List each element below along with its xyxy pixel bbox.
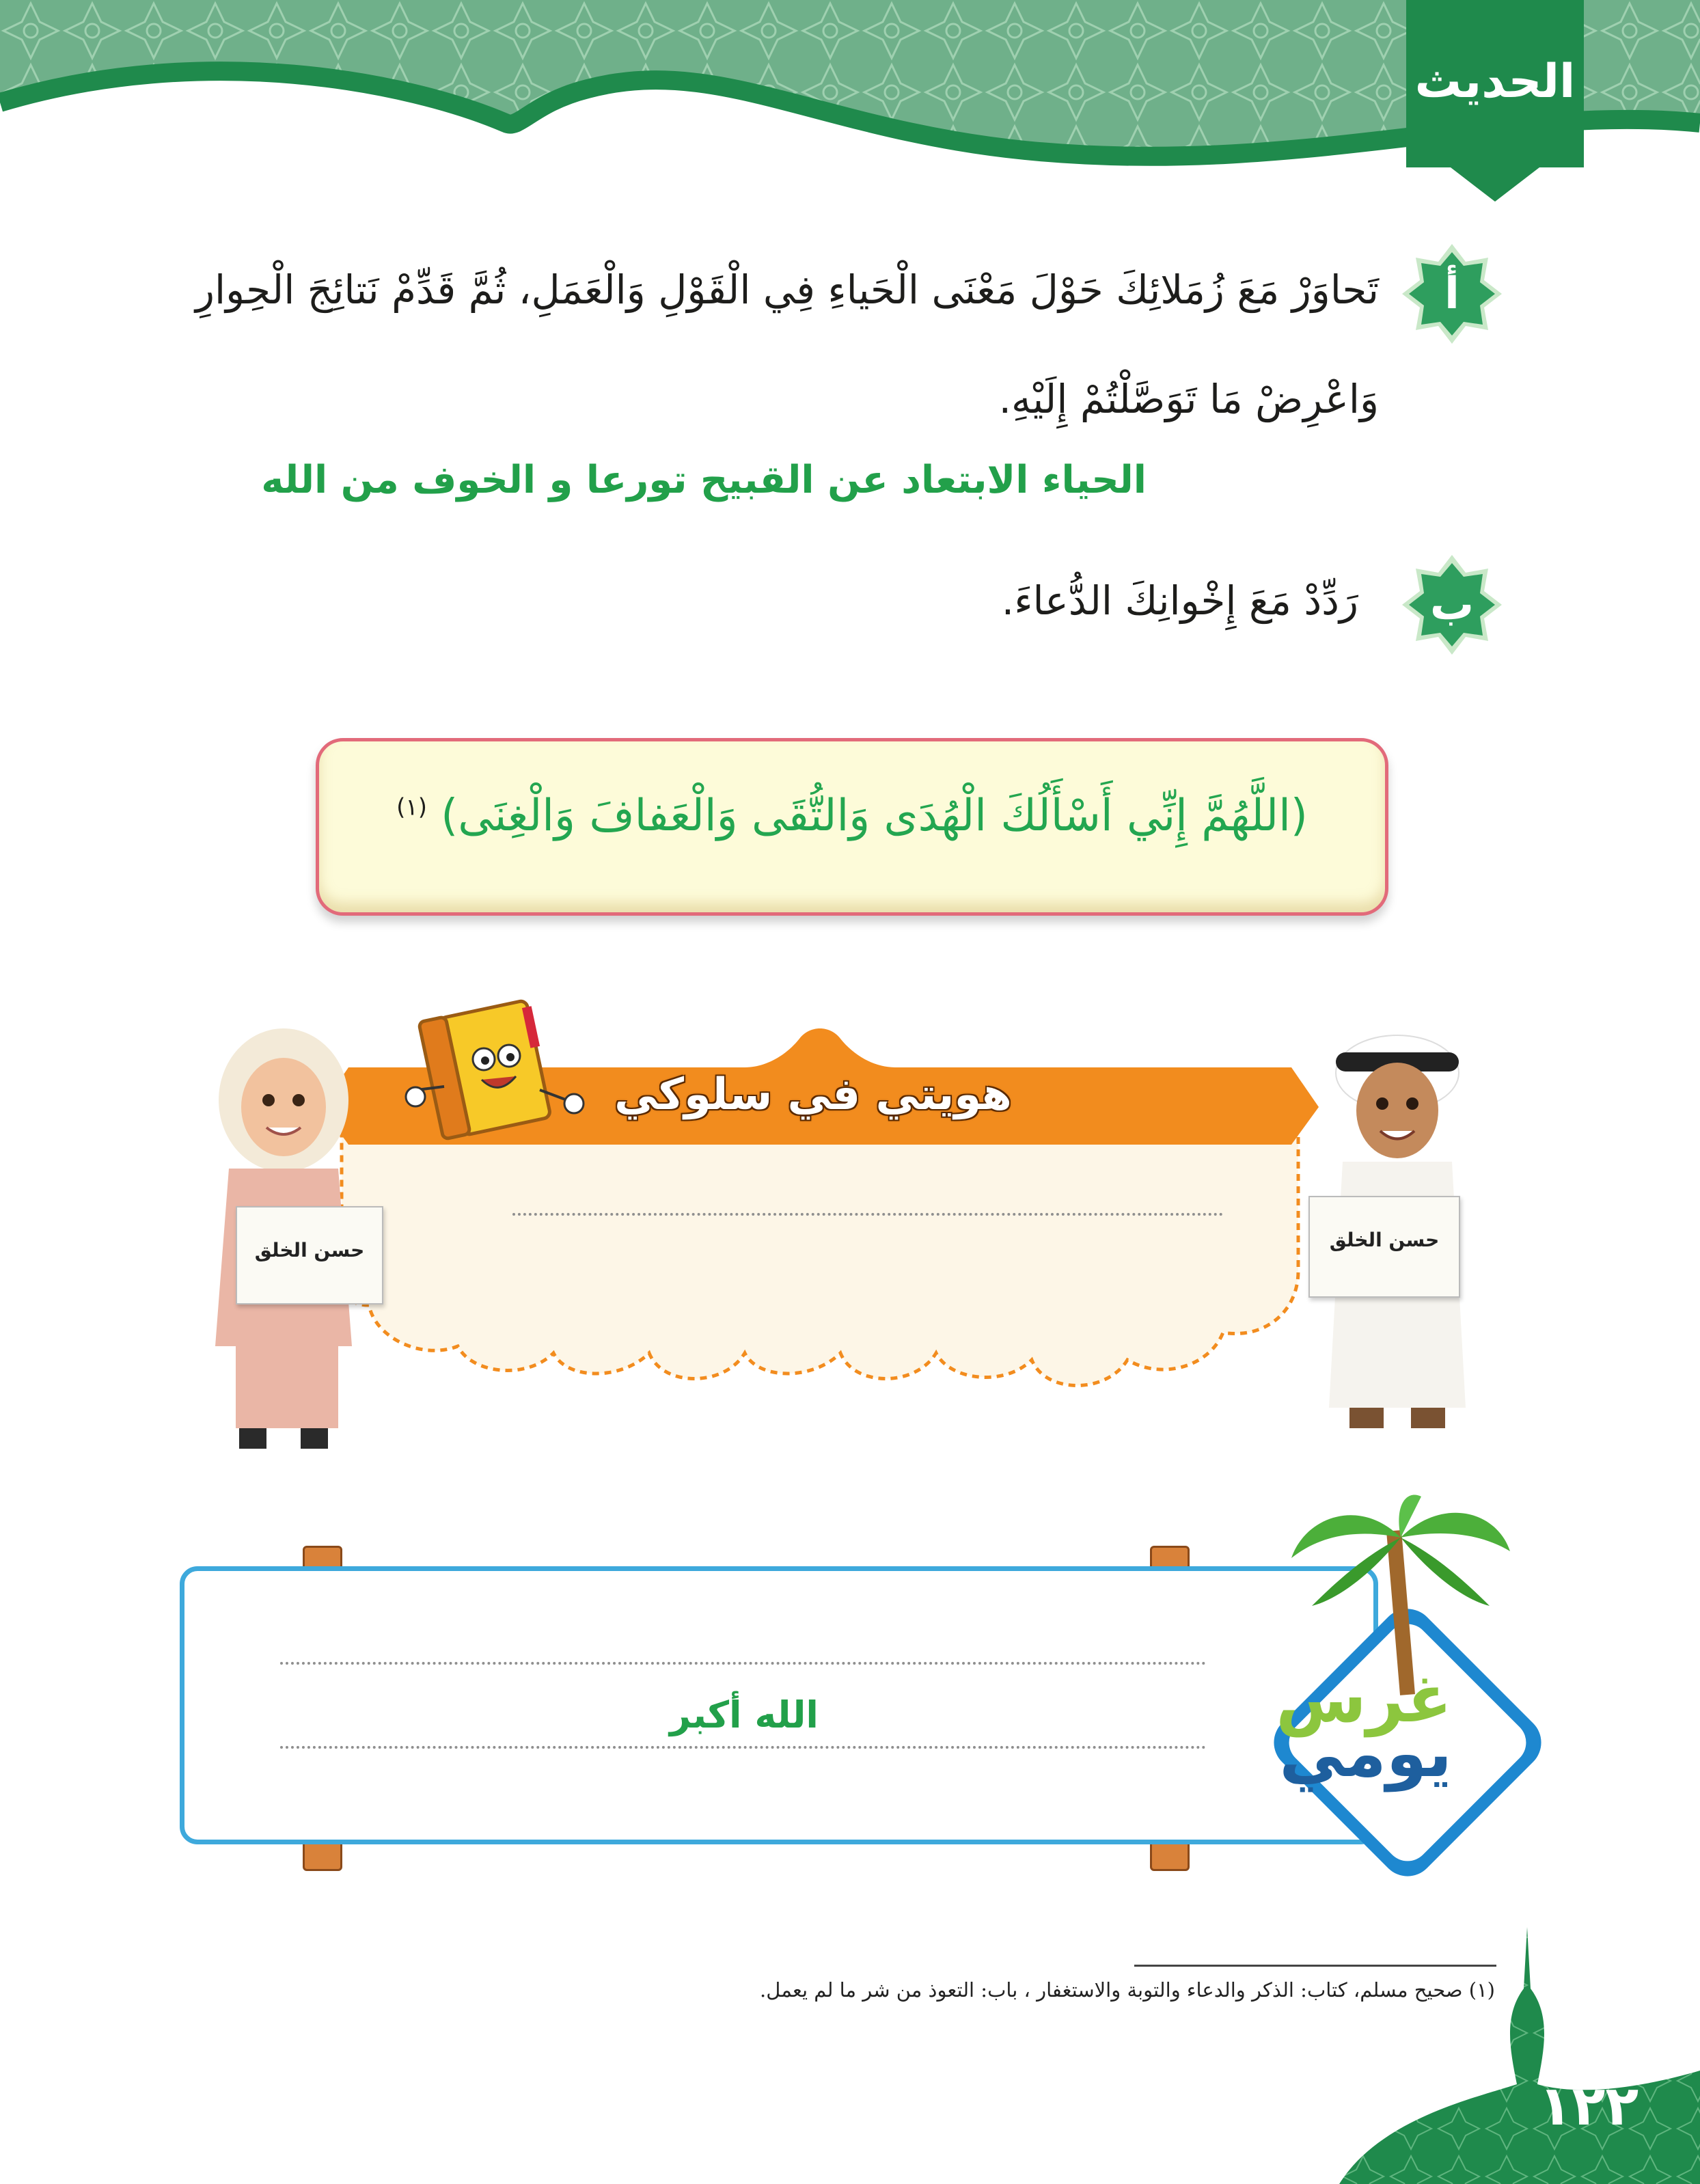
question-a-label: أ — [1444, 269, 1459, 319]
question-a-line2: وَاعْرِضْ مَا تَوَصَّلْتُمْ إِلَيْهِ. — [998, 376, 1379, 422]
girl-sign-text: حسن الخلق — [254, 1239, 365, 1261]
page-number: ١٢٢ — [1538, 2074, 1639, 2138]
footnote: (١) صحيح مسلم، كتاب: الذكر والدعاء والتوبة والاستغفار ، باب: التعوذ من شر ما لم يعمل. — [760, 1978, 1495, 2002]
daily-answer: الله أكبر — [670, 1693, 819, 1736]
daily-answer-line-1[interactable] — [280, 1662, 1206, 1665]
girl-sign — [236, 1206, 383, 1305]
daily-answer-line-2[interactable] — [280, 1746, 1206, 1749]
question-b-label: ب — [1429, 579, 1475, 630]
identity-answer-line[interactable] — [512, 1213, 1223, 1216]
question-a-badge — [1401, 243, 1503, 345]
section-tab — [1406, 0, 1584, 185]
dua-main: (اللَّهُمَّ إِنِّي أَسْأَلُكَ الْهُدَى وَالتُّقَى وَالْعَفافَ وَالْغِنَى) — [441, 791, 1308, 841]
question-b-text: رَدِّدْ مَعَ إِخْوانِكَ الدُّعاءَ. — [1001, 577, 1358, 624]
dua-footnote-ref: (١) — [396, 793, 427, 821]
section-title: الحديث — [1414, 55, 1576, 109]
boy-sign-text: حسن الخلق — [1329, 1229, 1440, 1251]
page-corner-decoration — [1339, 1913, 1700, 2184]
identity-title: هويتي في سلوكي — [614, 1069, 1012, 1120]
question-a-answer: الحياء الابتعاد عن القبيح تورعا و الخوف من الله — [261, 458, 1147, 502]
dua-box — [316, 738, 1388, 916]
logo-line1: غرس — [1276, 1661, 1452, 1737]
dua-text — [319, 791, 1385, 841]
boy-sign — [1308, 1196, 1460, 1298]
question-a-line1: تَحاوَرْ مَعَ زُمَلائِكَ حَوْلَ مَعْنَى الْحَياءِ فِي الْقَوْلِ وَالْعَمَلِ، ثُمَّ قَدِّمْ نَتائِجَ الْحِوارِ — [195, 267, 1379, 313]
identity-cloud — [321, 1134, 1319, 1428]
book-mascot-icon — [403, 994, 594, 1151]
question-b-badge — [1401, 554, 1503, 656]
logo-line2: يومي — [1279, 1715, 1452, 1792]
